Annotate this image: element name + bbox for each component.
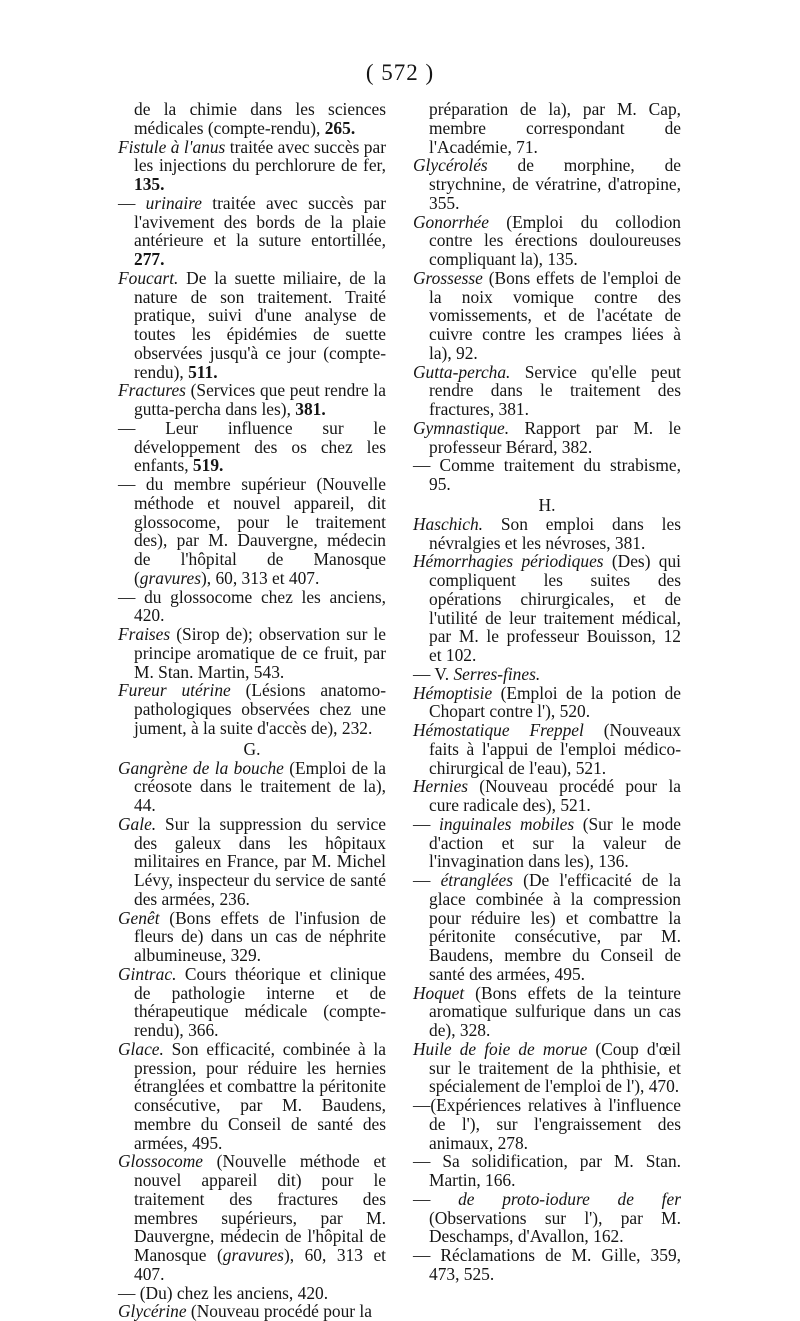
entry-text: (Emploi de la créosote dans le traitement de la), 44.: [134, 757, 386, 815]
entry-term: Haschich.: [413, 513, 484, 534]
entry-text: — (Du) chez les anciens, 420.: [118, 1282, 329, 1303]
entry-text: —: [413, 1188, 459, 1209]
entry-term: Fractures: [118, 380, 186, 401]
entry-text: — Sa solidification, par M. Stan. Martin, 166.: [413, 1151, 681, 1190]
index-entry: [118, 909, 386, 965]
entry-term: Grossesse: [413, 267, 483, 288]
entry-text: — du membre supérieur (Nouvelle méthode et nouvel appareil, dit glossocome, pour le traitement des), par M. Dauvergne, médecin de l'hôpital de Manosque (: [118, 474, 386, 588]
entry-text: (Des) qui compliquent les suites des opérations chirurgicales, et de l'utilité de leur traitement médical, par M. le professeur Bouisson, 12 et 102.: [429, 551, 681, 665]
entry-term: gravures: [222, 1245, 284, 1265]
index-entry: [413, 815, 681, 871]
index-entry: [118, 1284, 386, 1303]
entry-text: Cours théorique et clinique de pathologie interne et de thérapeutique médicale (compte-rendu), 366.: [134, 963, 386, 1040]
entry-text: — Comme traitement du strabisme, 95.: [413, 455, 681, 494]
index-entry: [413, 1246, 681, 1284]
entry-text: Son emploi dans les névralgies et les névroses, 381.: [429, 513, 681, 553]
index-entry: [413, 156, 681, 212]
entry-term: Serres-fines.: [453, 663, 541, 684]
entry-term: Gintrac.: [118, 963, 177, 984]
index-entry: [413, 552, 681, 665]
index-entry: [118, 965, 386, 1040]
entry-text: de la chimie dans les sciences médicales (compte-rendu),: [134, 99, 386, 138]
entry-term: Gutta-percha.: [413, 361, 511, 382]
entry-text: —: [118, 192, 146, 213]
entry-text: (Sirop de); observation sur le principe aromatique de ce fruit, par M. Stan. Martin, 543.: [134, 624, 386, 682]
entry-term: Fureur utérine: [118, 680, 231, 701]
index-entry: [413, 419, 681, 457]
entry-text: — du glossocome chez les anciens, 420.: [118, 586, 386, 626]
entry-term: Fraises: [118, 624, 171, 644]
page-number: ( 572 ): [365, 60, 435, 85]
index-entry: [118, 419, 386, 475]
entry-text: Son efficacité, combinée à la pression, pour réduire les hernies étranglées et combattre la péritonite consécutive, par M. Baudens, membre du Conseil de santé des armées, 495.: [134, 1038, 386, 1153]
entry-text: (Sur le mode d'action et sur la valeur de l'invagination dans les), 136.: [429, 813, 681, 872]
index-entry: [413, 684, 681, 722]
index-entry: [413, 721, 681, 777]
index-entry: [118, 759, 386, 815]
index-entry: [413, 100, 681, 156]
entry-term: Glycérine: [118, 1301, 187, 1321]
index-entry: [118, 1302, 386, 1321]
entry-page-ref: 381.: [295, 399, 326, 419]
entry-term: Genêt: [118, 907, 160, 928]
index-entry: [413, 1040, 681, 1096]
entry-term: Gale.: [118, 813, 157, 834]
index-entry: [118, 194, 386, 269]
index-entry: [118, 269, 386, 382]
entry-text: (Lésions anatomo-pathologiques observées chez une jument, à la suite d'accès de), 232.: [134, 680, 386, 738]
index-entry: [118, 625, 386, 681]
index-entry: [413, 269, 681, 363]
entry-term: de proto-iodure de fer: [458, 1188, 681, 1209]
entry-term: inguinales mobiles: [438, 813, 575, 834]
entry-term: Gangrène de la bouche: [118, 757, 284, 778]
entry-text: —: [413, 813, 439, 834]
entry-text: traitée avec succès par l'avivement des bords de la plaie antérieure et la suture entortillée,: [134, 192, 386, 251]
entry-term: Hernies: [413, 776, 469, 797]
entry-text: Service qu'elle peut rendre dans le traitement des fractures, 381.: [429, 361, 681, 419]
entry-term: Fistule à l'anus: [118, 136, 226, 157]
entry-text: (Bons effets de l'infusion de fleurs de) dans un cas de néphrite albumineuse, 329.: [134, 907, 386, 965]
index-entry: [413, 363, 681, 419]
entry-text: De la suette miliaire, de la nature de son traitement. Traité pratique, suivi d'une analyse de toutes les épidémies de suette observées jusqu'à ce jour (compte-rendu),: [134, 267, 386, 382]
entry-term: Foucart.: [118, 267, 179, 288]
entry-term: Gymnastique.: [413, 417, 510, 438]
index-entry: [413, 213, 681, 269]
entry-page-ref: 519.: [192, 455, 224, 476]
entry-text: Sur la suppression du service des galeux dans les hôpitaux militaires en France, par M. Michel Lévy, inspecteur du service de santé des armées, 236.: [134, 813, 386, 909]
index-entry: [413, 665, 681, 684]
entry-term: Hoquet: [413, 982, 465, 1003]
entry-text: — Réclamations de M. Gille, 359, 473, 525.: [413, 1245, 681, 1284]
entry-term: Hémostatique Freppel: [413, 720, 584, 740]
entry-term: Hémorrhagies périodiques: [413, 551, 604, 572]
entry-page-ref: 511.: [188, 361, 218, 382]
entry-text: (Coup d'œil sur le traitement de la phthisie, et spécialement de l'emploi de l'), 470.: [429, 1038, 681, 1097]
entry-text: (De l'efficacité de la glace combinée à la compression pour réduire les) et combattre la péritonite consécutive, par M. Baudens, membre du Conseil de santé des armées, 495.: [429, 870, 681, 984]
entry-text: (Bons effets de l'emploi de la noix vomique contre des vomissements, et de l'acétate de cuivre contre les crampes liées à la), 92.: [429, 267, 681, 363]
entry-text: —(Expériences relatives à l'influence de l'), sur l'engraissement des animaux, 278.: [413, 1095, 681, 1153]
index-entry: [118, 381, 386, 419]
entry-text: ), 60, 313 et 407.: [200, 567, 320, 588]
entry-text: Rapport par M. le professeur Bérard, 382.: [429, 417, 681, 457]
right-column: [413, 100, 681, 1284]
entry-text: — V.: [413, 663, 454, 684]
index-entry: [413, 984, 681, 1040]
entry-text: (Emploi du collodion contre les érections douloureuses compliquant la), 135.: [429, 211, 681, 269]
index-entry: [413, 1096, 681, 1152]
index-entry: [118, 138, 386, 194]
index-entry: [118, 588, 386, 626]
entry-term: Glossocome: [118, 1151, 204, 1172]
index-entry: [118, 100, 386, 138]
entry-text: (Nouveau procédé pour la: [186, 1301, 372, 1321]
index-entry: [118, 815, 386, 909]
entry-term: Gonorrhée: [413, 211, 489, 232]
index-entry: [413, 1152, 681, 1190]
index-entry: [413, 1190, 681, 1246]
entry-text: traitée avec succès par les injections du perchlorure de fer,: [134, 136, 386, 176]
entry-page-ref: 265.: [324, 117, 356, 138]
entry-text: —: [413, 870, 441, 890]
entry-term: urinaire: [145, 192, 203, 213]
index-entry: [118, 681, 386, 737]
index-entry: [118, 1152, 386, 1283]
entry-term: gravures: [139, 567, 201, 588]
entry-text: de morphine, de strychnine, de vératrine, d'atropine, 355.: [429, 155, 681, 213]
index-entry: [118, 475, 386, 588]
entry-text: (Services que peut rendre la gutta-percha dans les),: [134, 380, 386, 419]
section-letter: H.: [538, 494, 556, 515]
entry-term: Glace.: [118, 1038, 164, 1059]
entry-text: (Nouveau procédé pour la cure radicale des), 521.: [429, 776, 681, 815]
entry-text: (Emploi de la potion de Chopart contre l'), 520.: [429, 682, 681, 722]
index-entry: [413, 515, 681, 553]
section-letter: G.: [243, 738, 261, 759]
entry-text: (Nouvelle méthode et nouvel appareil dit) pour le traitement des fractures des membres supérieurs, par M. Dauvergne, médecin de l'hôpital de Manosque (: [134, 1151, 386, 1265]
index-entry: [413, 777, 681, 815]
entry-text: préparation de la), par M. Cap, membre correspondant de l'Académie, 71.: [429, 99, 681, 157]
index-entry: [413, 871, 681, 984]
entry-text: (Bons effets de la teinture aromatique sulfurique dans un cas de), 328.: [429, 982, 681, 1040]
left-column: [118, 100, 386, 1321]
entry-text: (Nouveaux faits à l'appui de l'emploi médico-chirurgical de l'eau), 521.: [429, 720, 681, 778]
entry-page-ref: 277.: [134, 249, 165, 269]
entry-term: étranglées: [440, 870, 514, 890]
entry-term: Glycérolés: [413, 155, 488, 176]
entry-term: Huile de foie de morue: [413, 1038, 588, 1059]
entry-text: — Leur influence sur le développement des os chez les enfants,: [118, 417, 386, 476]
entry-text: ), 60, 313 et 407.: [134, 1245, 387, 1284]
entry-term: Hémoptisie: [413, 682, 493, 703]
entry-page-ref: 135.: [134, 174, 165, 194]
index-entry: [118, 1040, 386, 1153]
entry-text: (Observations sur l'), par M. Deschamps, d'Avallon, 162.: [429, 1207, 681, 1247]
index-entry: [413, 456, 681, 494]
